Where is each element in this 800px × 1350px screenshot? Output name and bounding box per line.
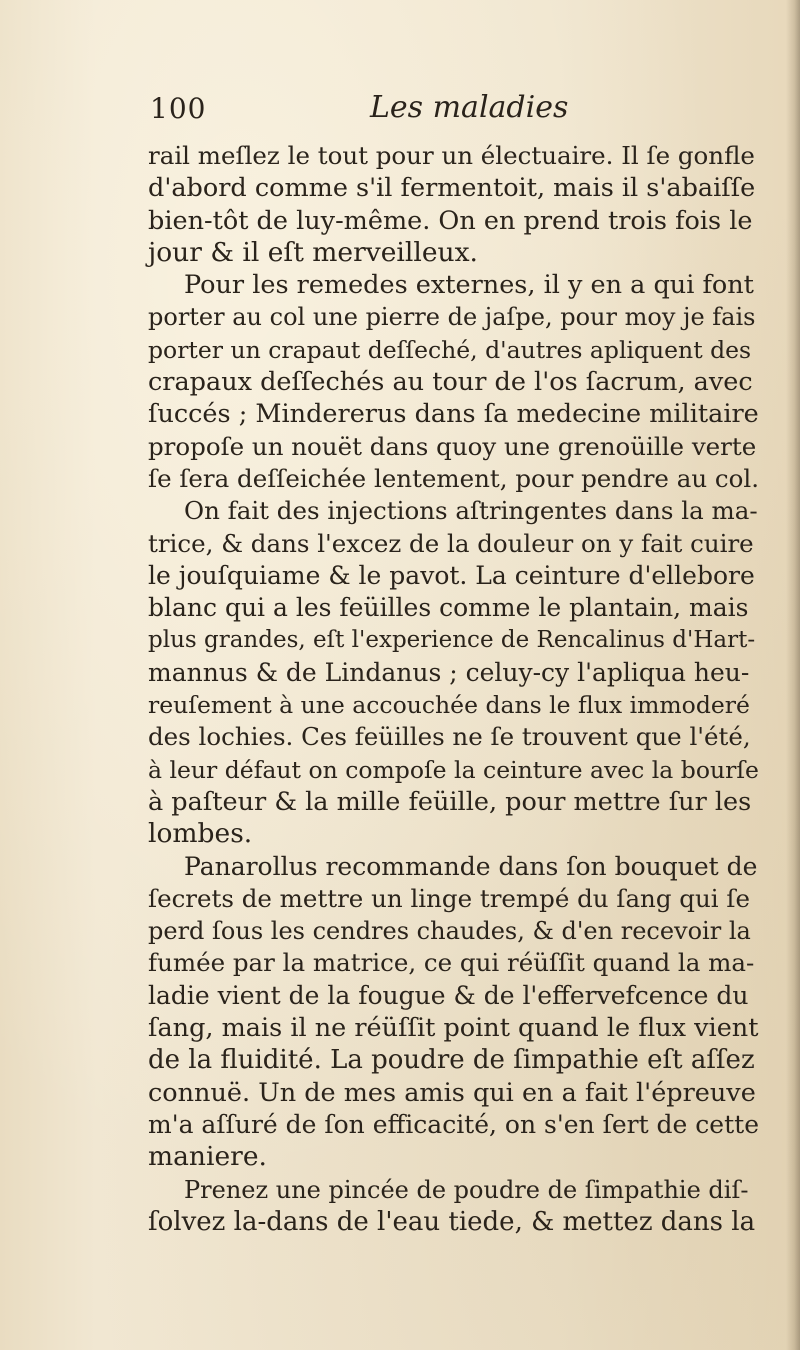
text-line: crapaux deſſechés au tour de l'os ſacrum, avec bbox=[148, 367, 753, 398]
text-line: Panarollus recommande dans ſon bouquet de bbox=[184, 851, 758, 881]
text-line: jour & il eſt merveilleux. bbox=[148, 236, 478, 268]
text-line: mannus & de Lindanus ; celuy-cy l'apliqua heu- bbox=[148, 657, 750, 687]
text-line: d'abord comme s'il fermentoit, mais il s'abaiſſe bbox=[148, 173, 756, 204]
text-line: à leur défaut on compoſe la ceinture avec la bourſe bbox=[148, 755, 759, 784]
running-title: Les maladies bbox=[370, 90, 569, 125]
text-line: ſecrets de mettre un linge trempé du ſang qui ſe bbox=[148, 883, 750, 913]
text-line: On fait des injections aſtringentes dans la ma- bbox=[184, 496, 758, 526]
page-number: 100 bbox=[150, 92, 207, 125]
text-line: de la fluidité. La poudre de ſimpathie eſt aſſez bbox=[148, 1045, 755, 1076]
page-header bbox=[150, 92, 770, 132]
text-line: à paſteur & la mille feüille, pour mettre ſur les bbox=[148, 786, 752, 817]
text-line: perd ſous les cendres chaudes, & d'en recevoir la bbox=[148, 917, 751, 946]
text-line: porter un crapaut deſſeché, d'autres apliquent des bbox=[148, 335, 752, 364]
text-line: ſuccés ; Mindererus dans ſa medecine militaire bbox=[148, 399, 759, 430]
body-text bbox=[148, 140, 758, 1238]
text-line: ſolvez la-dans de l'eau tiede, & mettez dans la bbox=[148, 1206, 756, 1237]
text-line: bien-tôt de luy-même. On en prend trois fois le bbox=[148, 205, 753, 236]
text-line: Prenez une pincée de poudre de ſimpathie diſ- bbox=[184, 1175, 749, 1204]
text-line: m'a aſſuré de ſon efficacité, on s'en ſert de cette bbox=[148, 1109, 759, 1139]
text-line: reuſement à une accouchée dans le flux immoderé bbox=[148, 691, 750, 720]
page-edge-shadow bbox=[786, 0, 800, 1350]
text-line: rail meſlez le tout pour un électuaire. Il ſe gonfle bbox=[148, 141, 755, 170]
text-line: maniere. bbox=[148, 1141, 267, 1173]
text-line: ſang, mais il ne réüſſit point quand le flux vient bbox=[148, 1013, 759, 1044]
text-line: ſe ſera deſſeichée lentement, pour pendre au col. bbox=[148, 463, 759, 493]
text-line: Pour les remedes externes, il y en a qui font bbox=[184, 270, 754, 301]
text-line: blanc qui a les feüilles comme le plantain, mais bbox=[148, 593, 749, 623]
text-line: propoſe un nouët dans quoy une grenoüille verte bbox=[148, 431, 757, 461]
text-line: lombes. bbox=[148, 818, 253, 850]
text-line: connuë. Un de mes amis qui en a fait l'épreuve bbox=[148, 1077, 756, 1108]
text-line: ladie vient de la fougue & de l'effervefcence du bbox=[148, 980, 749, 1010]
text-line: porter au col une pierre de jaſpe, pour moy je fais bbox=[148, 303, 756, 332]
text-line: plus grandes, eſt l'experience de Rencalinus d'Hart- bbox=[148, 627, 756, 654]
text-line: le jouſquiame & le pavot. La ceinture d'ellebore bbox=[148, 560, 755, 590]
text-line: trice, & dans l'excez de la douleur on y fait cuire bbox=[148, 528, 754, 558]
text-line: des lochies. Ces feüilles ne ſe trouvent que l'été, bbox=[148, 722, 751, 752]
text-line: fumée par la matrice, ce qui réüſſit quand la ma- bbox=[148, 948, 755, 978]
